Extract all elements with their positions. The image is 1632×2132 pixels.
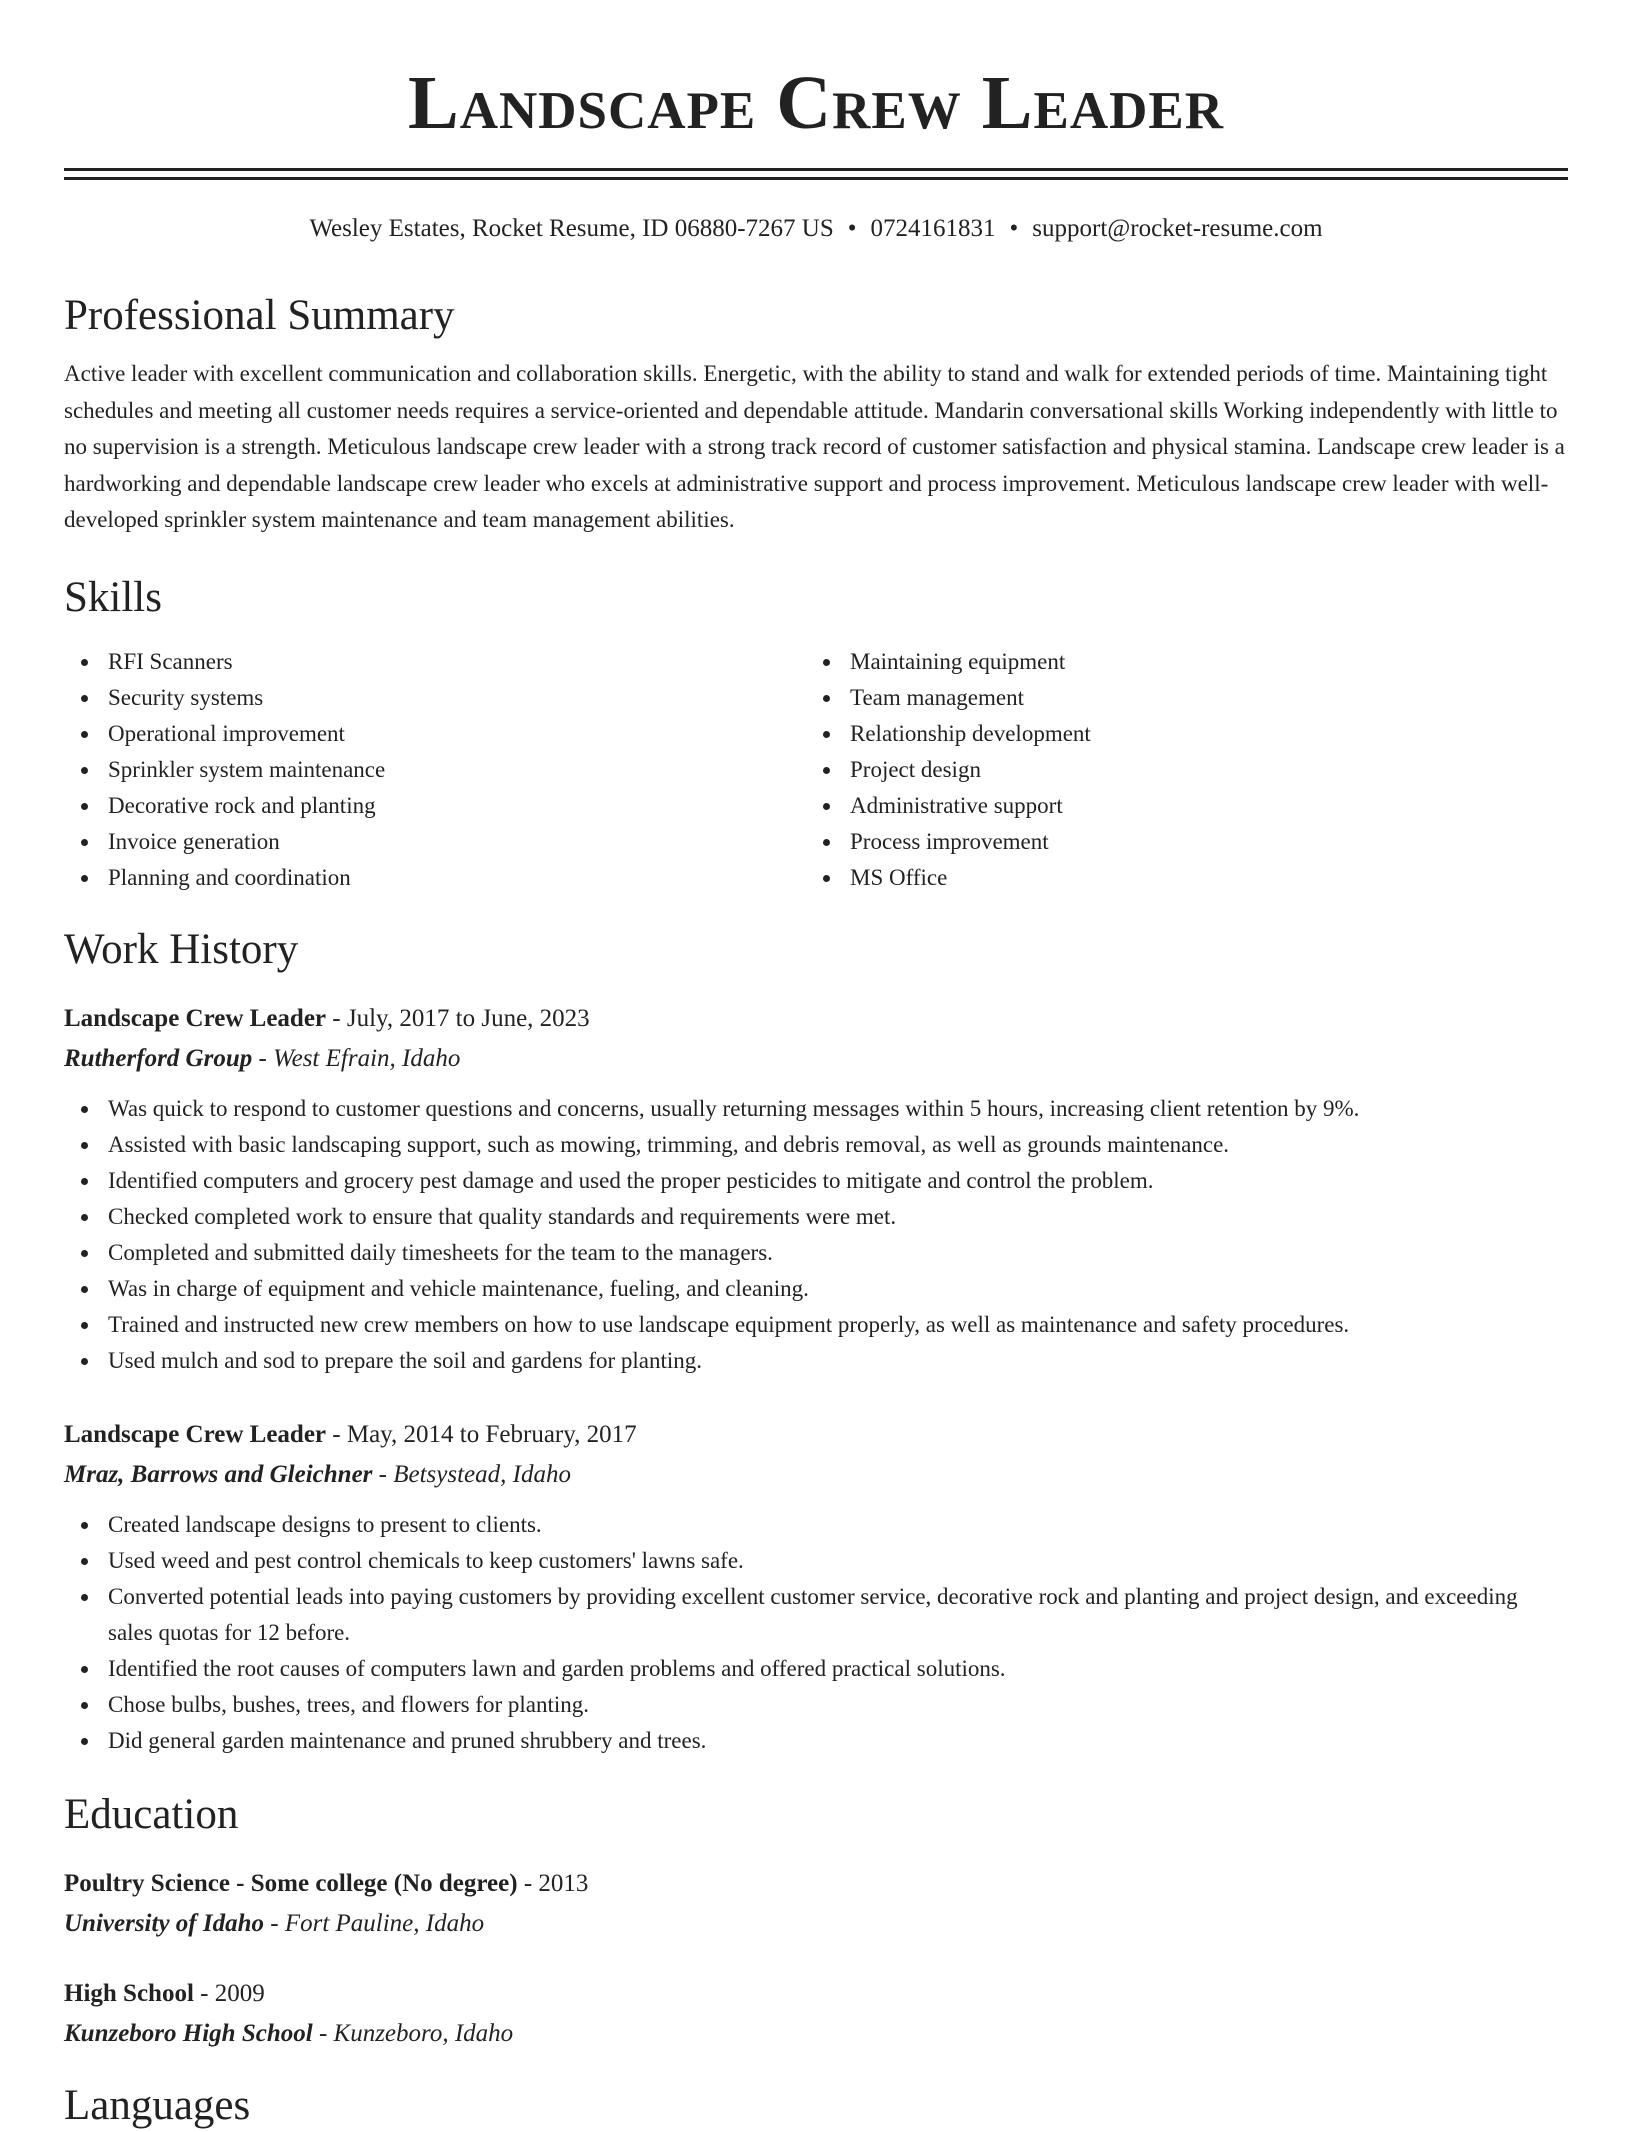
job-duty: Checked completed work to ensure that quality standards and requirements were met.: [64, 1199, 1568, 1235]
job-company: Mraz, Barrows and Gleichner: [64, 1461, 373, 1488]
education-school-line: [64, 2014, 1568, 2054]
skill-item: Invoice generation: [64, 824, 806, 860]
job-duty: Was quick to respond to customer questions and concerns, usually returning messages within 5 hours, increasing client retention by 9%.: [64, 1091, 1568, 1127]
job-company-line: [64, 1455, 1568, 1495]
education-location: - Fort Pauline, Idaho: [264, 1910, 485, 1937]
skills-columns: [64, 644, 1568, 896]
job-entry: [64, 999, 1568, 1379]
skill-item: Maintaining equipment: [806, 644, 1548, 680]
job-title: Landscape Crew Leader: [64, 1005, 327, 1032]
contact-phone: 0724161831: [870, 215, 996, 242]
job-duty: Trained and instructed new crew members on how to use landscape equipment properly, as well as maintenance and safety procedures.: [64, 1307, 1568, 1343]
education-entry: [64, 1864, 1568, 1944]
job-title: Landscape Crew Leader: [64, 1421, 327, 1448]
education-degree: Poultry Science - Some college (No degree): [64, 1870, 518, 1897]
skills-list-left: [64, 644, 806, 896]
education-degree: High School: [64, 1980, 194, 2007]
education-location: - Kunzeboro, Idaho: [312, 2020, 514, 2047]
skill-item: Planning and coordination: [64, 860, 806, 896]
summary-heading: Professional Summary: [64, 292, 455, 339]
job-dates: - July, 2017 to June, 2023: [326, 1005, 590, 1032]
job-entry: [64, 1415, 1568, 1759]
education-school-line: [64, 1904, 1568, 1944]
work-history-section: [64, 924, 1568, 976]
job-location: - Betsystead, Idaho: [372, 1461, 571, 1488]
education-school: University of Idaho: [64, 1910, 264, 1937]
job-duty: Was in charge of equipment and vehicle maintenance, fueling, and cleaning.: [64, 1271, 1568, 1307]
job-duties-list: [64, 1507, 1568, 1759]
skills-section: [64, 572, 1568, 896]
job-duty: Chose bulbs, bushes, trees, and flowers for planting.: [64, 1687, 1568, 1723]
contact-separator: •: [1009, 215, 1019, 242]
education-degree-line: [64, 1864, 1568, 1904]
contact-address: Wesley Estates, Rocket Resume, ID 06880-7267 US: [309, 215, 834, 242]
job-duty: Used mulch and sod to prepare the soil and gardens for planting.: [64, 1343, 1568, 1379]
skill-item: Relationship development: [806, 716, 1548, 752]
job-duty: Used weed and pest control chemicals to keep customers' lawns safe.: [64, 1543, 1568, 1579]
education-school: Kunzeboro High School: [64, 2020, 313, 2047]
education-heading: Education: [64, 1791, 239, 1838]
languages-section: [64, 2080, 1568, 2132]
education-year: - 2009: [193, 1980, 265, 2007]
skill-item: Team management: [806, 680, 1548, 716]
job-title-line: [64, 999, 1568, 1039]
contact-email[interactable]: support@rocket-resume.com: [1032, 215, 1323, 242]
languages-heading: Languages: [64, 2082, 251, 2129]
resume-title: Landscape Crew Leader: [408, 61, 1224, 145]
work-history-heading: Work History: [64, 926, 299, 973]
job-duty: Identified computers and grocery pest damage and used the proper pesticides to mitigate and control the problem.: [64, 1163, 1568, 1199]
skill-item: Security systems: [64, 680, 806, 716]
summary-text: Active leader with excellent communication and collaboration skills. Energetic, with the ability to stand and walk for extended periods of time. Maintaining tight schedules and meeting all customer needs requires a service-oriented and dependable attitude. Mandarin conversational skills Working independently with little to no supervision is a strength. Meticulous landscape crew leader with a strong track record of customer satisfaction and physical stamina. Landscape crew leader is a hardworking and dependable landscape crew leader who excels at administrative support and process improvement. Meticulous landscape crew leader with well-developed sprinkler system maintenance and team management abilities.: [64, 361, 1565, 532]
job-location: - West Efrain, Idaho: [252, 1045, 461, 1072]
job-duty: Created landscape designs to present to clients.: [64, 1507, 1568, 1543]
education-section: [64, 1789, 1568, 1841]
education-degree-line: [64, 1974, 1568, 2014]
job-duty: Assisted with basic landscaping support, such as mowing, trimming, and debris removal, as well as grounds maintenance.: [64, 1127, 1568, 1163]
job-company: Rutherford Group: [64, 1045, 253, 1072]
skill-item: Process improvement: [806, 824, 1548, 860]
skill-item: MS Office: [806, 860, 1548, 896]
job-duty: Did general garden maintenance and pruned shrubbery and trees.: [64, 1723, 1568, 1759]
education-year: - 2013: [517, 1870, 589, 1897]
title-divider-bottom: [64, 177, 1568, 180]
job-duty: Identified the root causes of computers lawn and garden problems and offered practical solutions.: [64, 1651, 1568, 1687]
job-duties-list: [64, 1091, 1568, 1379]
skill-item: Operational improvement: [64, 716, 806, 752]
skills-heading: Skills: [64, 574, 162, 621]
skills-list-right: [806, 644, 1548, 896]
skill-item: Decorative rock and planting: [64, 788, 806, 824]
job-dates: - May, 2014 to February, 2017: [326, 1421, 637, 1448]
contact-separator: •: [847, 215, 857, 242]
resume-page: [64, 0, 1568, 2129]
education-entry: [64, 1974, 1568, 2054]
skill-item: Administrative support: [806, 788, 1548, 824]
summary-section: [64, 290, 1568, 539]
job-duty: Completed and submitted daily timesheets for the team to the managers.: [64, 1235, 1568, 1271]
skill-item: Project design: [806, 752, 1548, 788]
job-duty: Converted potential leads into paying customers by providing excellent customer service, decorative rock and planting and project design, and exceeding sales quotas for 12 before.: [64, 1579, 1568, 1651]
title-divider-top: [64, 168, 1568, 171]
skill-item: RFI Scanners: [64, 644, 806, 680]
contact-line: [64, 212, 1568, 246]
skill-item: Sprinkler system maintenance: [64, 752, 806, 788]
job-company-line: [64, 1039, 1568, 1079]
job-title-line: [64, 1415, 1568, 1455]
